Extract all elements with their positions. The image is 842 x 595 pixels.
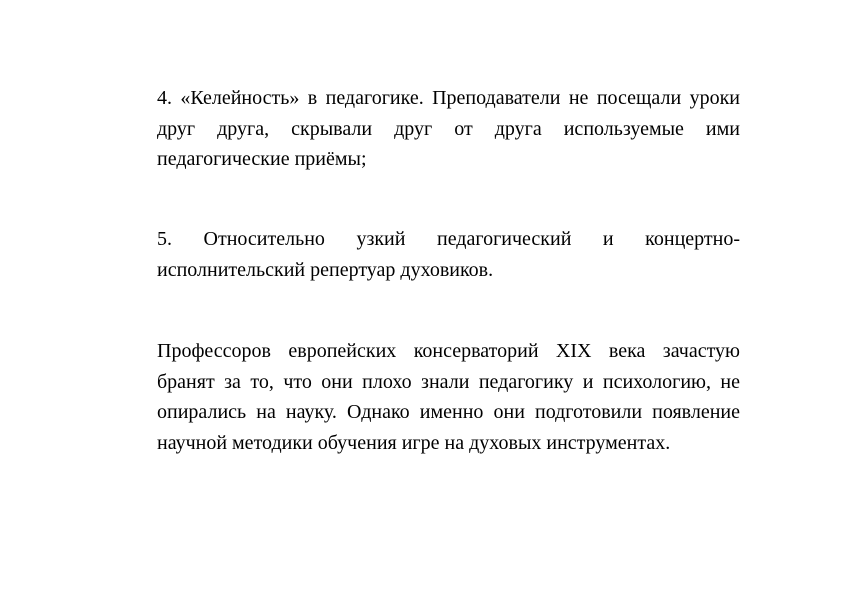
paragraph-conclusion: Профессоров европейских консерваторий XIX века зачастую бранят за то, что они плохо знали педагогику и психологию, не опирались на науку. Однако именно они подготовили появление научной методики обучения игре на духовых инструментах. bbox=[157, 340, 740, 454]
paragraph-item-5: 5. Относительно узкий педагогический и концертно-исполнительский репертуар духовиков. bbox=[157, 228, 740, 281]
paragraph-item-4: 4. «Келейность» в педагогике. Преподаватели не посещали уроки друг друга, скрывали друг от друга используемые ими педагогические приёмы; bbox=[157, 87, 740, 170]
